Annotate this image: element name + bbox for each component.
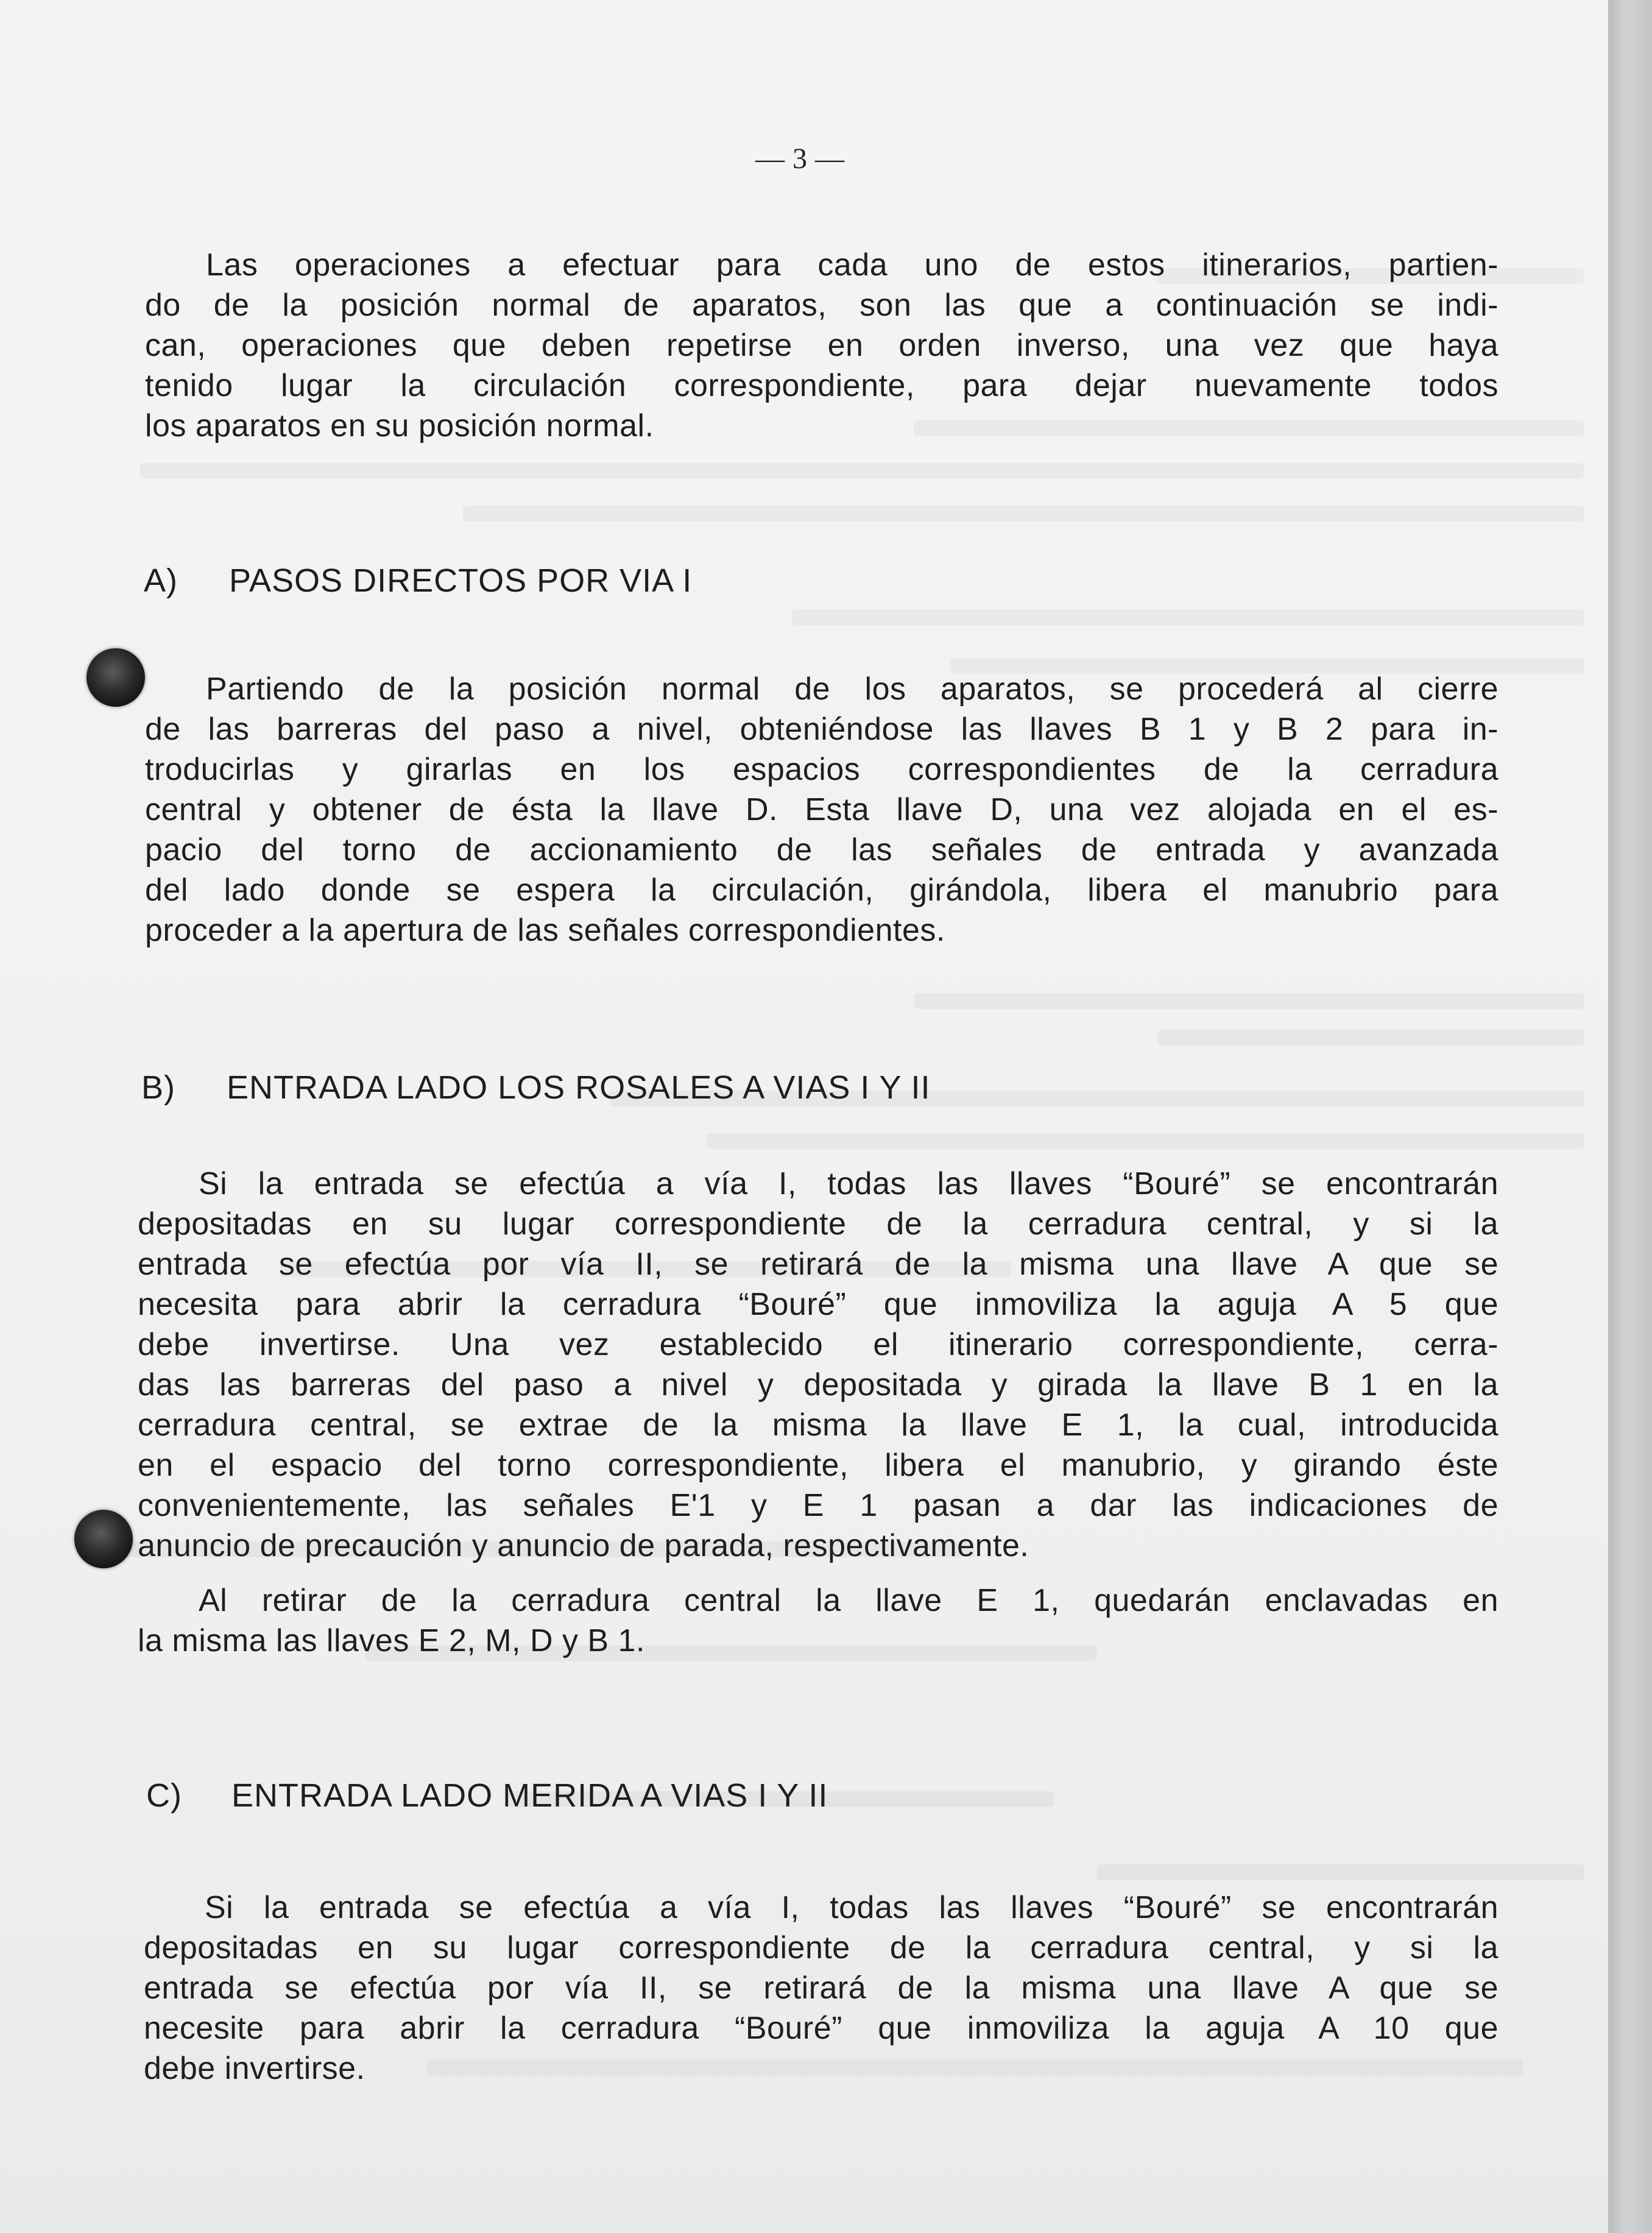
text-line: depositadas en su lugar correspondiente de la cerradura central, y si la xyxy=(144,1930,1498,1966)
text-line: debe invertirse. xyxy=(144,2051,365,2086)
section-b-heading xyxy=(141,1067,930,1108)
text-line: Las operaciones a efectuar para cada uno de estos itinerarios, partien- xyxy=(206,247,1498,283)
text-line: central y obtener de ésta la llave D. Esta llave D, una vez alojada en el es- xyxy=(145,792,1498,827)
section-title: PASOS DIRECTOS POR VIA I xyxy=(229,562,693,599)
text-line: convenientemente, las señales E'1 y E 1 pasan a dar las indicaciones de xyxy=(138,1488,1498,1523)
section-a-paragraph xyxy=(145,669,1498,950)
intro-paragraph xyxy=(145,245,1498,446)
section-letter: A) xyxy=(144,562,178,599)
text-line: debe invertirse. Una vez establecido el itinerario correspondiente, cerra- xyxy=(138,1327,1498,1362)
section-c-paragraph xyxy=(144,1888,1498,2089)
section-letter: B) xyxy=(141,1069,175,1106)
text-line: entrada se efectúa por vía II, se retirará de la misma una llave A que se xyxy=(144,1970,1498,2006)
text-line: necesita para abrir la cerradura “Bouré” que inmoviliza la aguja A 5 que xyxy=(138,1287,1498,1322)
text-line: la misma las llaves E 2, M, D y B 1. xyxy=(138,1623,645,1658)
text-line: en el espacio del torno correspondiente, libera el manubrio, y girando éste xyxy=(138,1448,1498,1483)
section-b-paragraph-2 xyxy=(138,1580,1498,1661)
text-line: pacio del torno de accionamiento de las señales de entrada y avanzada xyxy=(145,832,1498,868)
text-line: tenido lugar la circulación correspondiente, para dejar nuevamente todos xyxy=(145,368,1498,403)
text-line: Partiendo de la posición normal de los aparatos, se procederá al cierre xyxy=(206,671,1498,707)
section-letter: C) xyxy=(146,1777,182,1814)
text-line: das las barreras del paso a nivel y depositada y girada la llave B 1 en la xyxy=(138,1367,1498,1403)
section-title: ENTRADA LADO MERIDA A VIAS I Y II xyxy=(231,1777,828,1814)
section-b-paragraph xyxy=(138,1164,1498,1566)
text-line: depositadas en su lugar correspondiente de la cerradura central, y si la xyxy=(138,1206,1498,1242)
text-line: Si la entrada se efectúa a vía I, todas las llaves “Bouré” se encontrarán xyxy=(199,1166,1498,1201)
text-line: Al retirar de la cerradura central la llave E 1, quedarán enclavadas en xyxy=(199,1583,1498,1618)
text-line: necesite para abrir la cerradura “Bouré” que inmoviliza la aguja A 10 que xyxy=(144,2011,1498,2046)
page-number: — 3 — xyxy=(755,143,845,175)
text-line: can, operaciones que deben repetirse en orden inverso, una vez que haya xyxy=(145,328,1498,363)
text-line: cerradura central, se extrae de la misma la llave E 1, la cual, introducida xyxy=(138,1407,1498,1443)
text-line: de las barreras del paso a nivel, obteniéndose las llaves B 1 y B 2 para in- xyxy=(145,712,1498,747)
section-title: ENTRADA LADO LOS ROSALES A VIAS I Y II xyxy=(227,1069,931,1106)
section-c-heading xyxy=(146,1775,828,1816)
text-line: del lado donde se espera la circulación, girándola, libera el manubrio para xyxy=(145,872,1498,908)
underlying-page-edge xyxy=(1608,0,1652,2233)
text-line: Si la entrada se efectúa a vía I, todas las llaves “Bouré” se encontrarán xyxy=(205,1890,1498,1925)
text-line: entrada se efectúa por vía II, se retirará de la misma una llave A que se xyxy=(138,1247,1498,1282)
text-line: los aparatos en su posición normal. xyxy=(145,408,654,444)
text-line: do de la posición normal de aparatos, son las que a continuación se indi- xyxy=(145,288,1498,323)
text-line: troducirlas y girarlas en los espacios correspondientes de la cerradura xyxy=(145,752,1498,787)
text-line: proceder a la apertura de las señales correspondientes. xyxy=(145,913,945,948)
section-a-heading xyxy=(144,561,692,601)
text-line: anuncio de precaución y anuncio de parada, respectivamente. xyxy=(138,1528,1029,1563)
